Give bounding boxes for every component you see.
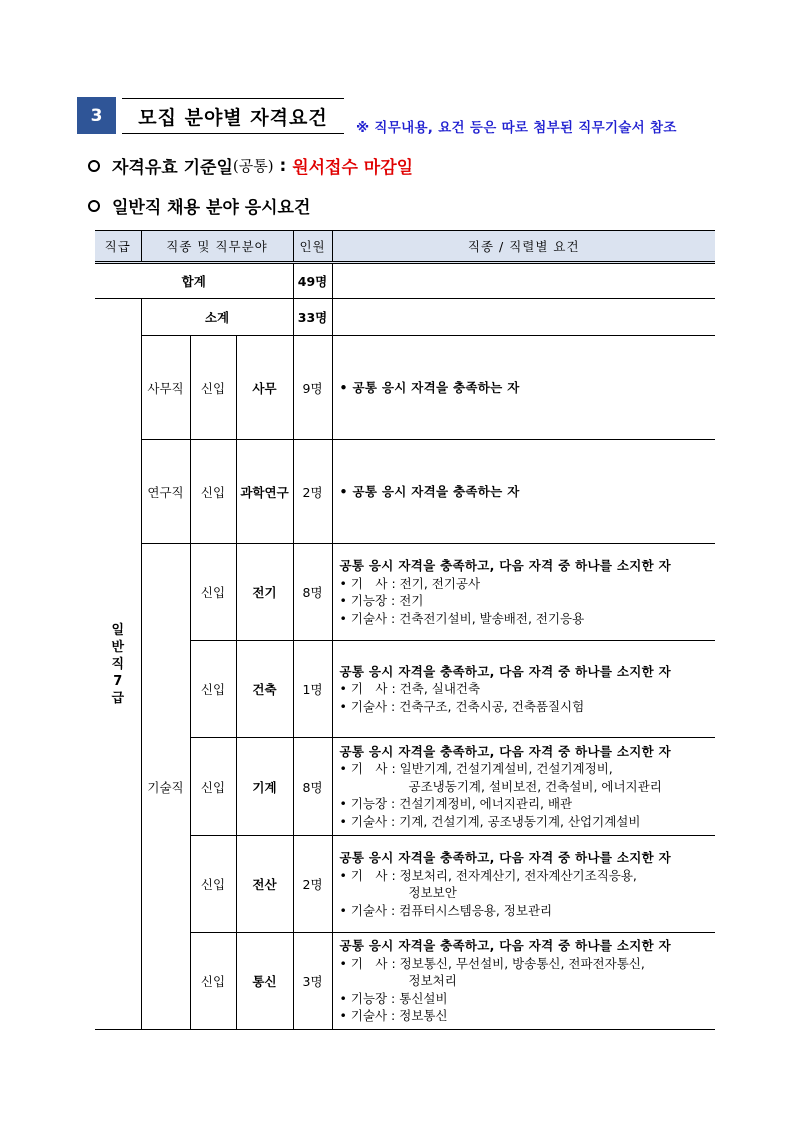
requirement-text: • 공통 응시 자격을 충족하는 자	[332, 336, 715, 440]
subtotal-requirements	[332, 299, 715, 336]
entry-type: 신입	[190, 738, 236, 836]
requirement-text: 공통 응시 자격을 충족하고, 다음 자격 중 하나를 소지한 자 • 기 사 : 건축, 실내건축 • 기술사 : 건축구조, 건축시공, 건축품질시험	[332, 641, 715, 738]
circle-bullet-icon	[88, 160, 100, 172]
section-note: ※ 직무내용, 요건 등은 따로 첨부된 직무기술서 참조	[356, 120, 677, 136]
header-count: 인원	[293, 231, 332, 263]
bullet-label: 일반직 채용 분야 응시요건	[112, 198, 311, 218]
headcount: 8명	[293, 544, 332, 641]
total-label: 합계	[95, 263, 293, 299]
job-field: 전산	[236, 836, 293, 933]
header-grade: 직급	[95, 231, 141, 263]
requirements-table	[95, 230, 715, 1030]
job-field: 건축	[236, 641, 293, 738]
requirement-text: 공통 응시 자격을 충족하고, 다음 자격 중 하나를 소지한 자 • 기 사 : 정보처리, 전자계산기, 전자계산기조직응용, 정보보안 • 기술사 : 컴퓨터시스템응용, 정보관리	[332, 836, 715, 933]
job-type: 기술직	[141, 544, 190, 1030]
entry-type: 신입	[190, 336, 236, 440]
job-field: 사무	[236, 336, 293, 440]
bullet-criteria-date	[88, 153, 413, 178]
table-row	[95, 336, 715, 440]
job-field: 과학연구	[236, 440, 293, 544]
requirement-text: • 공통 응시 자격을 충족하는 자	[332, 440, 715, 544]
entry-type: 신입	[190, 641, 236, 738]
job-type: 연구직	[141, 440, 190, 544]
subtotal-label: 소계	[141, 299, 293, 336]
job-field: 통신	[236, 933, 293, 1030]
requirement-text: 공통 응시 자격을 충족하고, 다음 자격 중 하나를 소지한 자 • 기 사 : 정보통신, 무선설비, 방송통신, 전파전자통신, 정보처리 • 기능장 : 통신설비 • 기술사 : 정보통신	[332, 933, 715, 1030]
headcount: 2명	[293, 836, 332, 933]
job-field: 기계	[236, 738, 293, 836]
section-title: 모집 분야별 자격요건	[122, 98, 344, 134]
headcount: 9명	[293, 336, 332, 440]
table-row	[95, 440, 715, 544]
bullet-label: 자격유효 기준일	[112, 158, 233, 178]
grade-cell: 일 반 직 7 급	[95, 299, 141, 1030]
total-row	[95, 263, 715, 299]
entry-type: 신입	[190, 933, 236, 1030]
bullet-paren: (공통)	[232, 157, 274, 175]
section-number: 3	[77, 97, 116, 134]
entry-type: 신입	[190, 836, 236, 933]
requirement-text: 공통 응시 자격을 충족하고, 다음 자격 중 하나를 소지한 자 • 기 사 : 전기, 전기공사 • 기능장 : 전기 • 기술사 : 건축전기설비, 발송배전, 전기응용	[332, 544, 715, 641]
table-row	[95, 544, 715, 641]
headcount: 3명	[293, 933, 332, 1030]
headcount: 8명	[293, 738, 332, 836]
headcount: 1명	[293, 641, 332, 738]
subtotal-count: 33명	[293, 299, 332, 336]
bullet-requirements	[88, 193, 310, 218]
job-type: 사무직	[141, 336, 190, 440]
headcount: 2명	[293, 440, 332, 544]
header-job-field: 직종 및 직무분야	[141, 231, 293, 263]
entry-type: 신입	[190, 544, 236, 641]
total-requirements	[332, 263, 715, 299]
bullet-value: 원서접수 마감일	[292, 158, 414, 178]
subtotal-row	[95, 299, 715, 336]
total-count: 49명	[293, 263, 332, 299]
table-header-row	[95, 231, 715, 263]
header-requirements: 직종 / 직렬별 요건	[332, 231, 715, 263]
requirement-text: 공통 응시 자격을 충족하고, 다음 자격 중 하나를 소지한 자 • 기 사 : 일반기계, 건설기계설비, 건설기계정비, 공조냉동기계, 설비보전, 건축설비, 에너지관리 • 기능장 : 건설기계정비, 에너지관리, 배관 • 기술사 : 기계, 건설기계, 공조냉동기계, 산업기계설비	[332, 738, 715, 836]
circle-bullet-icon	[88, 200, 100, 212]
entry-type: 신입	[190, 440, 236, 544]
job-field: 전기	[236, 544, 293, 641]
bullet-colon: :	[273, 155, 293, 176]
